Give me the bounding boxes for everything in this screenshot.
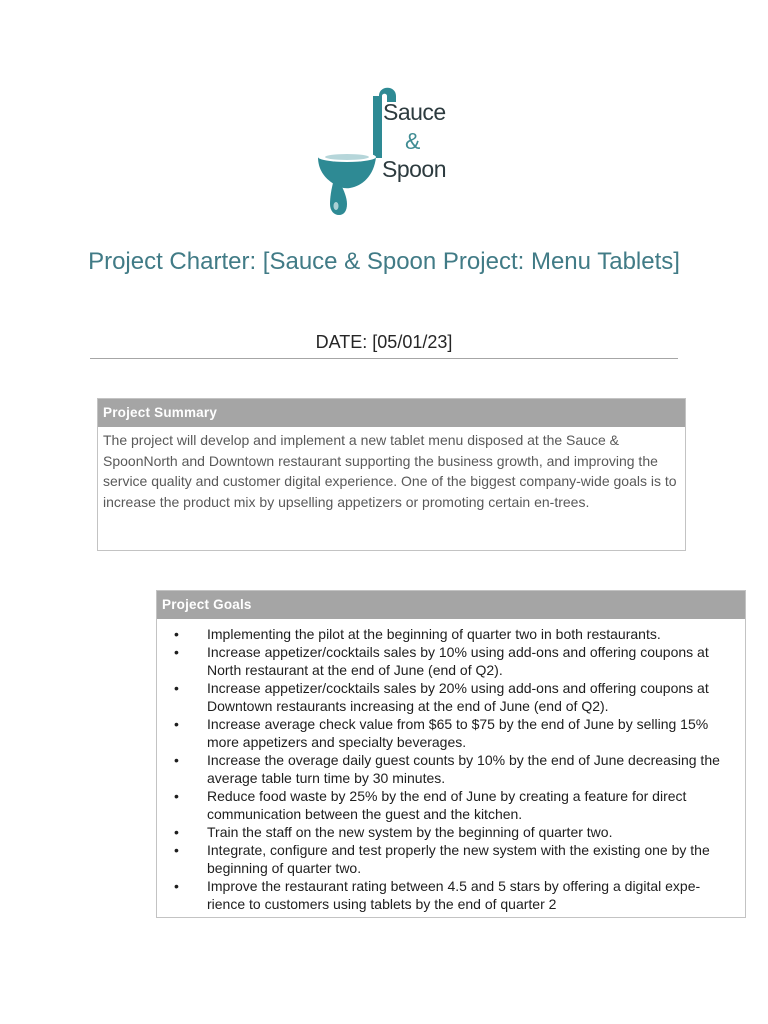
document-date: DATE: [05/01/23] bbox=[315, 332, 453, 352]
goal-item bbox=[157, 643, 737, 679]
goal-item bbox=[157, 787, 737, 823]
goal-text: Increase the overage daily guest counts by 10% by the end of June decreasing the average table turn time by 30 minutes. bbox=[207, 752, 720, 786]
bullet-icon: • bbox=[174, 824, 179, 840]
project-summary-text: The project will develop and implement a new tablet menu disposed at the Sauce & SpoonNorth and Downtown restaurant supporting the business growth, and improving the service quality and customer digital experience. One of the biggest company-wide goals is to increase the product mix by upselling appetizers or promoting certain en-trees. bbox=[103, 432, 677, 510]
goal-text: Improve the restaurant rating between 4.5 and 5 stars by offering a digital expe-rience to customers using tablets by the end of quarter 2 bbox=[207, 878, 701, 912]
project-goals-box bbox=[156, 590, 746, 918]
bullet-icon: • bbox=[174, 716, 179, 732]
goal-item bbox=[157, 841, 737, 877]
bullet-icon: • bbox=[174, 842, 179, 858]
goal-text: Increase appetizer/cocktails sales by 10% using add-ons and offering coupons at North restaurant at the end of June (end of Q2). bbox=[207, 644, 709, 678]
goal-text: Integrate, configure and test properly the new system with the existing one by the beginning of quarter two. bbox=[207, 842, 710, 876]
date-divider bbox=[90, 358, 678, 359]
bullet-icon: • bbox=[174, 878, 179, 894]
logo-ampersand: & bbox=[405, 128, 420, 154]
goal-item bbox=[157, 679, 737, 715]
bullet-icon: • bbox=[174, 788, 179, 804]
goal-item bbox=[157, 715, 737, 751]
goal-item bbox=[157, 751, 737, 787]
goal-item bbox=[157, 823, 737, 841]
goal-text: Train the staff on the new system by the beginning of quarter two. bbox=[207, 824, 613, 840]
project-summary-heading: Project Summary bbox=[98, 399, 685, 427]
goal-text: Increase average check value from $65 to $75 by the end of June by selling 15% more appetizers and specialty beverages. bbox=[207, 716, 709, 750]
goal-item bbox=[157, 625, 737, 643]
logo-word-spoon: Spoon bbox=[382, 156, 447, 182]
project-goals-list bbox=[157, 619, 745, 913]
goal-text: Reduce food waste by 25% by the end of June by creating a feature for direct communication between the guest and the kitchen. bbox=[207, 788, 687, 822]
bullet-icon: • bbox=[174, 644, 179, 660]
bullet-icon: • bbox=[174, 626, 179, 642]
sauce-and-spoon-logo bbox=[312, 80, 452, 220]
bullet-icon: • bbox=[174, 752, 179, 768]
goal-item bbox=[157, 877, 737, 913]
project-goals-heading: Project Goals bbox=[157, 591, 745, 619]
bullet-icon: • bbox=[174, 680, 179, 696]
logo-word-sauce: Sauce bbox=[383, 99, 446, 125]
goal-text: Implementing the pilot at the beginning of quarter two in both restaurants. bbox=[207, 626, 661, 642]
project-summary-box bbox=[97, 398, 686, 551]
page-title: Project Charter: [Sauce & Spoon Project: Menu Tablets] bbox=[88, 248, 680, 275]
goal-text: Increase appetizer/cocktails sales by 20% using add-ons and offering coupons at Downtown restaurants increasing at the end of June (end of Q2). bbox=[207, 680, 709, 714]
